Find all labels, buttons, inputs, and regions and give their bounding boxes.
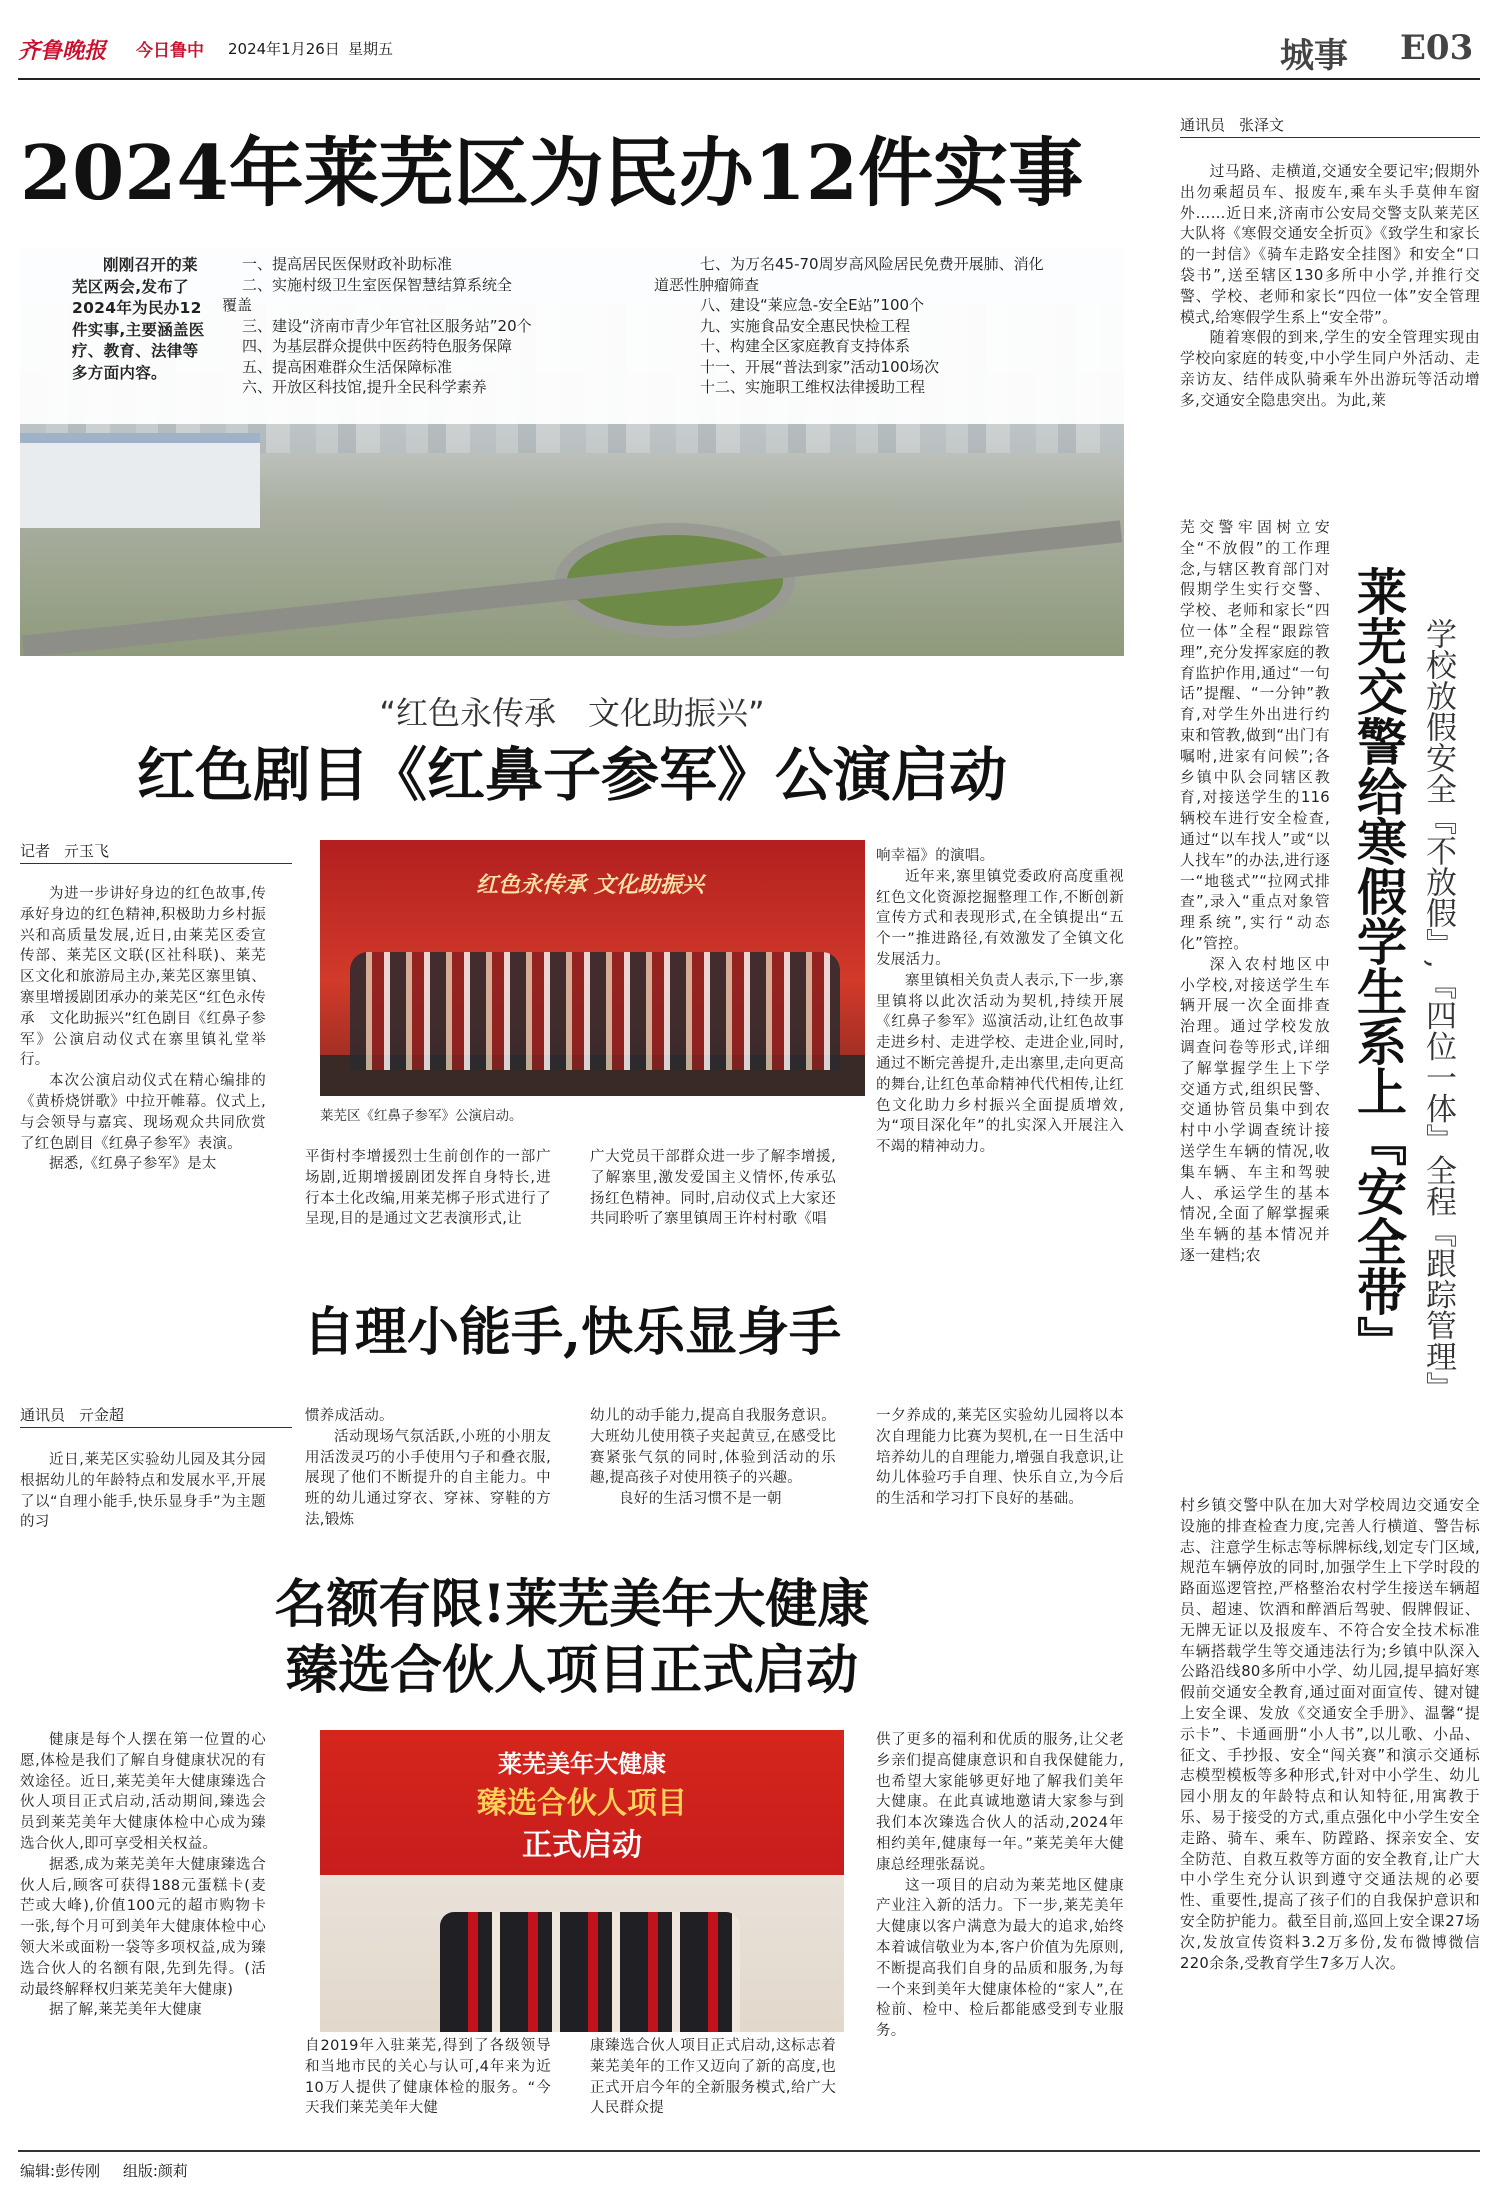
a3-col2-p2: 活动现场气氛活跃,小班的小朋友用活泼灵巧的小手使用勺子和叠衣服,展现了他们不断提升的自主能力。中班的幼儿通过穿衣、穿袜、穿鞋的方法,锻炼 xyxy=(305,1428,551,1528)
a5-byline xyxy=(1180,114,1480,138)
a3-col3 xyxy=(590,1406,836,1510)
a1-intro xyxy=(72,255,212,384)
a1-photo-mall xyxy=(20,433,260,528)
a2-col1-p2: 本次公演启动仪式在精心编排的《黄桥烧饼歌》中拉开帷幕。仪式上,与会领导与嘉宾、现场观众共同欣赏了红色剧目《红鼻子参军》表演。 xyxy=(20,1073,266,1152)
a2-col1-p1: 为进一步讲好身边的红色故事,传承好身边的红色精神,积极助力乡村振兴和高质量发展,近日,由莱芜区委宣传部、莱芜区文联(区社科联)、莱芜区文化和旅游局主办,莱芜区寨里镇、寨里增援剧团承办的莱芜区“红色永传承 文化助振兴”红色剧目《红鼻子参军》公演启动仪式在寨里镇礼堂举行。 xyxy=(20,886,266,1069)
a2-stage-photo xyxy=(320,840,865,1096)
a2-byline-name: 亓玉飞 xyxy=(64,842,110,860)
list-item: 十一、开展“普法到家”活动100场次 xyxy=(700,357,940,376)
masthead xyxy=(18,28,1480,76)
section-name: 城事 xyxy=(1280,36,1348,76)
a4-col4-p1: 供了更多的福利和优质的服务,让父老乡亲们提高健康意识和自我保健能力,也希望大家能够更好地了解我们美年大健康。在此真诚地邀请大家参与到我们本次臻选合伙人的活动,2024年相约美年,健康每一年。”莱芜美年大健康总经理张磊说。 xyxy=(876,1732,1124,1873)
a2-col3 xyxy=(590,1147,836,1230)
a5-narrow-p2: 深入农村地区中小学校,对接送学生车辆开展一次全面排查治理。通过学校发放调查问卷等形式,详细了解掌握学生上下学交通方式,组织民警、交通协管员集中到农村中小学调查统计接送学生车辆的情况,收集车辆、车主和驾驶人、承运学生的基本情况,全面了解掌握乘坐车辆的基本情况并逐一建档;农 xyxy=(1180,955,1330,1264)
list-item: 覆盖 xyxy=(222,296,253,314)
a3-byline-name: 亓金超 xyxy=(79,1406,125,1424)
a1-photo-road xyxy=(22,520,1122,656)
a3-col4-text: 一夕养成的,莱芜区实验幼儿园将以本次自理能力比赛为契机,在一日生活中培养幼儿的自理能力,增强自我意识,让幼儿体验巧手自理、快乐自立,为今后的生活和学习打下良好的基础。 xyxy=(876,1408,1124,1508)
editor-name: 彭传刚 xyxy=(55,2162,101,2180)
a4-col4-p2: 这一项目的启动为莱芜地区健康产业注入新的活力。下一步,莱芜美年大健康以客户满意为最大的追求,始终本着诚信敬业为本,客户价值为先原则,不断提高我们自身的品质和服务,为每一个来到美年大健康体检的“家人”,在检前、检中、检后都能感受到专业服务。 xyxy=(876,1877,1124,2040)
a4-col3-text: 康臻选合伙人项目正式启动,这标志着莱芜美年的工作又迈向了新的高度,也正式开启今年的全新服务模式,给广大人民群众提 xyxy=(590,2038,836,2117)
a3-byline xyxy=(20,1404,292,1428)
a4-col2-text: 自2019年入驻莱芜,得到了各级领导和当地市民的关心与认可,4年来为近10万人提供了健康体检的服务。“今天我们莱芜美年大健 xyxy=(305,2038,551,2117)
a2-byline xyxy=(20,840,292,864)
a2-col1 xyxy=(20,884,266,1175)
a3-col2-p1: 惯养成活动。 xyxy=(305,1408,394,1424)
footer-rule xyxy=(18,2150,1480,2152)
a1-list-right xyxy=(654,254,1044,398)
a4-headline-line2: 臻选合伙人项目正式启动 xyxy=(285,1640,858,1701)
list-item: 十、构建全区家庭教育支持体系 xyxy=(700,337,911,355)
list-item: 八、建设“莱应急-安全E站”100个 xyxy=(700,296,925,314)
a2-col4-p1: 响幸福》的演唱。 xyxy=(876,848,995,864)
list-item: 五、提高困难群众生活保障标准 xyxy=(242,357,453,376)
a5-byline-name: 张泽文 xyxy=(1239,116,1285,134)
a5-bottom-p1: 村乡镇交警中队在加大对学校周边交通安全设施的排查检查力度,完善人行横道、警告标志、注意学生标志等标牌标线,划定专门区域,规范车辆停放的同时,加强学生上下学时段的路面巡逻管控,严格整治农村学生接送车辆超员、超速、饮酒和醉酒后驾驶、假牌假证、无牌无证以及报废车、不符合安全技术标准车辆搭载学生等交通违法行为;乡镇中队深入公路沿线80多所中小学、幼儿园,提早搞好寒假前交通安全教育,通过面对面宣传、键对键上安全课、发放《交通安全手册》、温馨“提示卡”、卡通画册“小人书”,以儿歌、小品、征文、手抄报、安全“闯关赛”和演示交通标志模型模板等多种形式,针对中小学生、幼儿园小朋友的年龄特点和认知特征,用寓教于乐、易于接受的方式,重点强化中小学生安全走路、骑车、乘车、防蹚路、探亲安全、安全防范、自救互救等方面的安全教育,让广大中小学生充分认识到遵守交通法规的必要性、重要性,提高了孩子们的自我保护意识和安全防护能力。截至目前,巡回上安全课27场次,发放宣传资料3.2万多份,发布微博微信220余条,受教育学生7多万人次。 xyxy=(1180,1497,1480,1972)
a2-col2 xyxy=(305,1147,551,1230)
list-item: 三、建设“济南市青少年官社区服务站”20个 xyxy=(242,316,532,335)
edition-name: 今日鲁中 xyxy=(136,41,204,61)
a1-headline: 2024年莱芜区为民办12件实事 xyxy=(20,129,1084,217)
list-item: 一、提高居民医保财政补助标准 xyxy=(242,255,453,273)
editor-label: 编辑: xyxy=(20,2162,56,2180)
masthead-rule xyxy=(18,78,1480,80)
a3-col1 xyxy=(20,1450,266,1533)
list-item: 九、实施食品安全惠民快检工程 xyxy=(700,316,911,335)
a2-photo-caption: 莱芜区《红鼻子参军》公演启动。 xyxy=(320,1108,523,1124)
a3-byline-role: 通讯员 xyxy=(20,1406,66,1424)
a5-top-p2: 随着寒假的到来,学生的安全管理实现由学校向家庭的转变,中小学生同户外活动、走亲访友、结伴成队骑乘车外出游玩等活动增多,交通安全隐患突出。为此,莱 xyxy=(1180,329,1480,409)
a4-launch-photo xyxy=(320,1730,844,2032)
list-item: 七、为万名45-70周岁高风险居民免费开展肺、消化 xyxy=(700,255,1044,273)
a4-col2 xyxy=(305,2036,551,2119)
a2-byline-role: 记者 xyxy=(20,842,51,860)
footer-credits xyxy=(20,2160,188,2181)
a3-col3-p1: 幼儿的动手能力,提高自我服务意识。大班幼儿使用筷子夹起黄豆,在感受比赛紧张气氛的同时,体验到活动的乐趣,提高孩子对使用筷子的兴趣。 xyxy=(590,1408,836,1487)
a3-headline: 自理小能手,快乐显身手 xyxy=(302,1302,842,1363)
a4-col4 xyxy=(876,1730,1124,2042)
a2-col4-p3: 寨里镇相关负责人表示,下一步,寨里镇将以此次活动为契机,持续开展《红鼻子参军》巡演活动,让红色故事走进乡村、走进学校、走进企业,同时,通过不断完善提升,走出寨里,走向更高的舞台,让红色革命精神代代相传,让红色文化助力乡村振兴全面提质增效,为“项目深化年”的扎实深入开展注入不竭的精神动力。 xyxy=(876,972,1124,1156)
a3-col3-p2: 良好的生活习惯不是一朝 xyxy=(619,1491,782,1508)
list-item: 四、为基层群众提供中医药特色服务保障 xyxy=(242,337,513,355)
a4-sign-line2: 臻选合伙人项目 xyxy=(477,1786,687,1821)
a5-byline-role: 通讯员 xyxy=(1180,116,1226,134)
a5-narrow-p1: 芜交警牢固树立安全“不放假”的工作理念,与辖区教育部门对假期学生实行交警、学校、老师和家长“四位一体”全程“跟踪管理”,充分发挥家庭的教育监护作用,通过“一句话”提醒、“一分钟”教育,对学生外出进行约束和管教,做到“出门有嘱咐,进家有问候”;各乡镇中队会同辖区教育,对接送学生的116辆校车进行安全检查,通过“以车找人”或“以人找车”的办法,进行逐一“地毯式”“拉网式排查”,录入“重点对象管理系统”,实行“动态化”管控。 xyxy=(1180,519,1330,952)
a5-headline-main: 莱芜交警给寒假学生系上『安全带』 xyxy=(1349,566,1408,1366)
a5-narrow-text xyxy=(1180,518,1330,1267)
a4-col1 xyxy=(20,1730,266,2021)
a4-col1-p3: 据了解,莱芜美年大健康 xyxy=(49,2002,202,2019)
a1-intro-text: 刚刚召开的莱芜区两会,发布了2024年为民办12件实事,主要涵盖医疗、教育、法律等多方面内容。 xyxy=(72,256,205,382)
a2-col4 xyxy=(876,846,1124,1158)
a5-headline-sub: 学校放假安全『不放假』,『四位一体』全程『跟踪管理』 xyxy=(1420,618,1456,1403)
list-item: 十二、实施职工维权法律援助工程 xyxy=(700,378,926,396)
a4-col1-p2: 据悉,成为莱芜美年大健康臻选合伙人后,顾客可获得188元蛋糕卡(麦芒或大峰),价值100元的超市购物卡一张,每个月可到美年大健康体检中心领大米或面粉一袋等多项权益,成为臻选合伙人的名额有限,先到先得。(活动最终解释权归莱芜美年大健康) xyxy=(20,1856,266,1998)
a2-col4-p2: 近年来,寨里镇党委政府高度重视红色文化资源挖掘整理工作,不断创新宣传方式和表现形式,在全镇提出“五个一”推进路径,有效激发了全镇文化发展活力。 xyxy=(876,868,1124,968)
a3-col2 xyxy=(305,1406,551,1531)
issue-weekday: 星期五 xyxy=(348,40,394,58)
a2-photo-crowd xyxy=(350,952,840,1070)
a5-bottom-text xyxy=(1180,1496,1480,1974)
a2-col2-text: 平街村李增援烈士生前创作的一部广场剧,近期增援剧团发挥自身特长,进行本土化改编,用莱芜梆子形式进行了呈现,目的是通过文艺表演形式,让 xyxy=(305,1149,551,1228)
a2-col1-p3: 据悉,《红鼻子参军》是太 xyxy=(49,1156,217,1173)
a4-headline-line1: 名额有限!莱芜美年大健康 xyxy=(274,1574,870,1635)
a4-col3 xyxy=(590,2036,836,2119)
a3-col1-text: 近日,莱芜区实验幼儿园及其分园根据幼儿的年龄特点和发展水平,开展了以“自理小能手,快乐显身手”为主题的习 xyxy=(20,1452,266,1531)
a4-sign-line1: 莱芜美年大健康 xyxy=(498,1750,666,1778)
a2-kicker: “红色永传承 文化助振兴” xyxy=(379,694,765,732)
list-item: 道恶性肿瘤筛查 xyxy=(654,275,760,294)
a4-col1-p1: 健康是每个人摆在第一位置的心愿,体检是我们了解自身健康状况的有效途径。近日,莱芜美年大健康臻选合伙人项目正式启动,活动期间,臻选会员到莱芜美年大健康体检中心成为臻选合伙人,即可享受相关权益。 xyxy=(20,1732,266,1852)
a2-col3-text: 广大党员干部群众进一步了解李增援,了解寨里,激发爱国主义情怀,传承弘扬红色精神。同时,启动仪式上大家还共同聆听了寨里镇周王许村村歌《唱 xyxy=(590,1149,836,1228)
issue-date: 2024年1月26日 xyxy=(228,40,340,58)
a3-col4 xyxy=(876,1406,1124,1510)
layout-name: 颜莉 xyxy=(157,2162,188,2180)
page-number: E03 xyxy=(1400,28,1474,68)
list-item: 二、实施村级卫生室医保智慧结算系统全 xyxy=(242,275,513,294)
a1-list-left xyxy=(222,254,532,398)
a4-sign-line3: 正式启动 xyxy=(522,1828,642,1863)
list-item: 六、开放区科技馆,提升全民科学素养 xyxy=(242,378,487,396)
newspaper-logo: 齐鲁晚报 xyxy=(18,38,107,64)
a2-photo-banner: 红色永传承 文化助振兴 xyxy=(476,872,704,898)
a5-top-p1: 过马路、走横道,交通安全要记牢;假期外出勿乘超员车、报废车,乘车头手莫伸车窗外……近日来,济南市公安局交警支队莱芜区大队将《寒假交通安全折页》《致学生和家长的一封信》《骑车走路安全挂图》和安全“口袋书”,送至辖区130多所中小学,并推行交警、学校、老师和家长“四位一体”安全管理模式,给寒假学生系上“安全带”。 xyxy=(1180,163,1480,326)
a2-headline: 红色剧目《红鼻子参军》公演启动 xyxy=(136,741,1007,809)
a4-photo-people xyxy=(440,1912,740,2032)
layout-label: 组版: xyxy=(122,2162,158,2180)
a5-top-text xyxy=(1180,162,1480,412)
